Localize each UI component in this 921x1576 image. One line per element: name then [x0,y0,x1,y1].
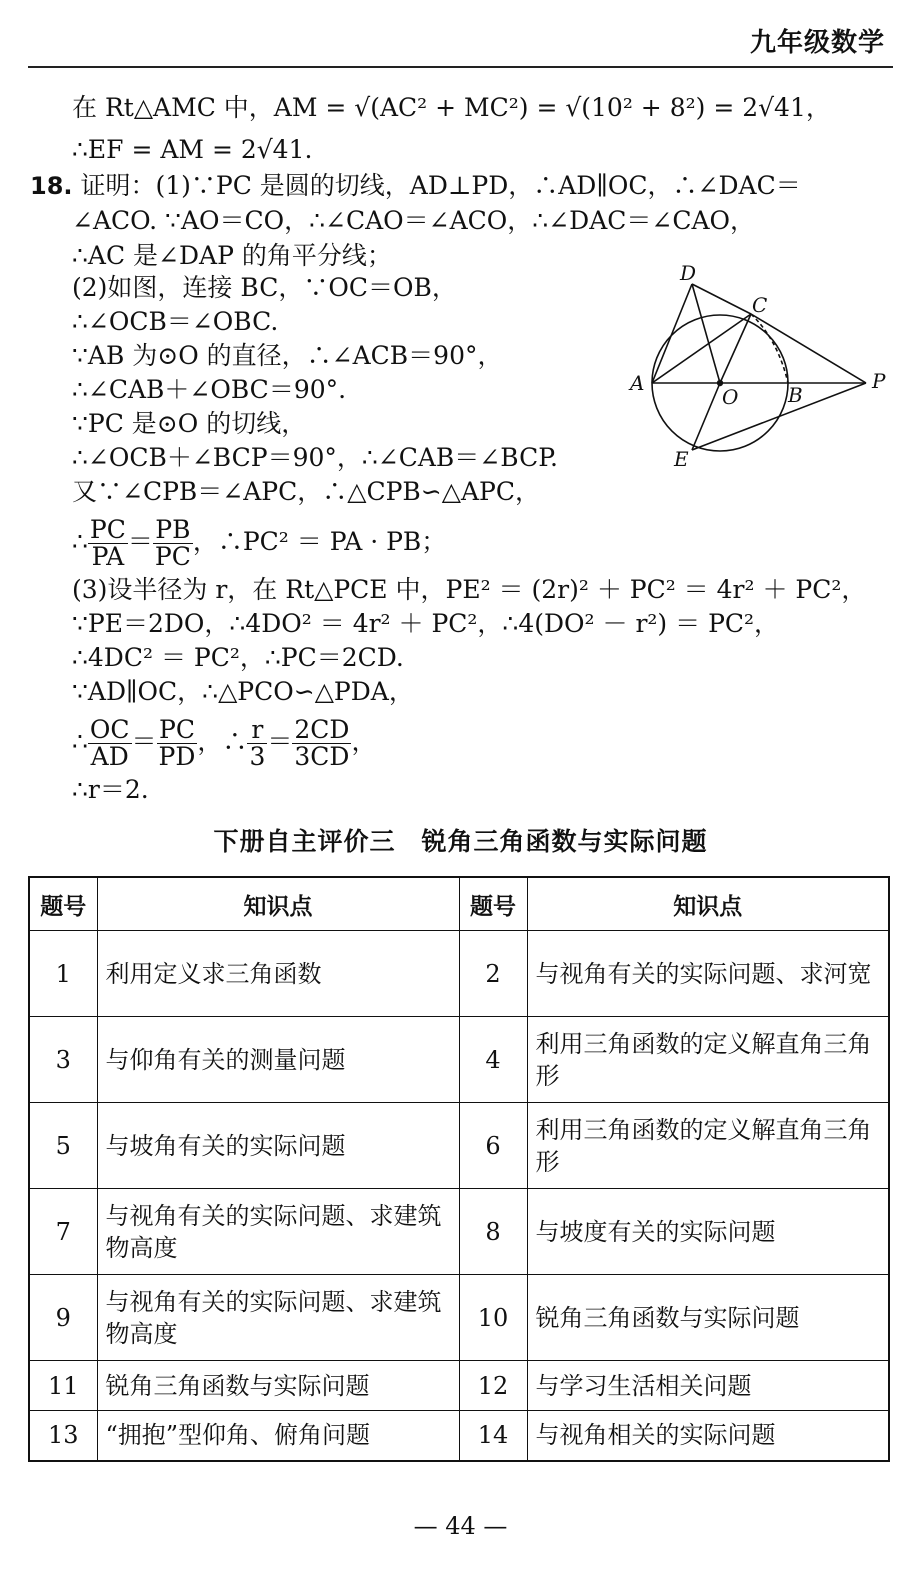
solution-line-2: ∴EF = AM = 2√41. [72,135,313,164]
table-row [29,1103,889,1189]
header-title: 九年级数学 [749,28,885,58]
line-ep [692,383,866,450]
solution-line-10: ∵PC 是⊙O 的切线， [72,409,307,438]
knowledge-point: 与视角有关的实际问题、求建筑物高度 [97,1189,459,1275]
fraction: $\frac{2CD}{3CD}$ [294,715,350,771]
knowledge-point: 利用三角函数的定义解直角三角形 [527,1103,889,1189]
solution-line-9: ∴∠CAB＋∠OBC＝90°. [72,375,347,404]
solution-line-13: ∴ $\frac{PC}{PA}$ ＝ $\frac{PB}{PC}$ ，∴PC² ＝ PA · PB； [72,515,447,571]
solution-line-5: ∴AC 是∠DAP 的角平分线； [72,241,392,270]
solution-line-12: 又∵∠CPB＝∠APC，∴△CPB∽△APC， [72,477,540,506]
label-b: B [788,383,803,407]
knowledge-point: 利用定义求三角函数 [97,931,459,1017]
solution-line-16: ∴4DC² ＝ PC²，∴PC＝2CD. [72,643,404,672]
header-divider [28,66,893,68]
question-number: 7 [29,1189,97,1275]
question-number: 3 [29,1017,97,1103]
solution-text-3: 证明：(1)∵PC 是圆的切线，AD⊥PD，∴AD∥OC，∴∠DAC＝ [80,171,801,200]
table-row [29,931,889,1017]
solution-line-11: ∴∠OCB＋∠BCP＝90°，∴∠CAB＝∠BCP. [72,443,558,472]
header-knowledge-point: 知识点 [97,877,459,931]
solution-line-6: (2)如图，连接 BC，∵OC＝OB， [72,273,457,302]
fraction: $\frac{r}{3}$ [249,715,266,771]
question-number: 12 [459,1361,527,1411]
question-number: 10 [459,1275,527,1361]
table-header-row [29,877,889,931]
geometry-figure [626,262,896,474]
table-row [29,1275,889,1361]
table-row [29,1017,889,1103]
question-number: 9 [29,1275,97,1361]
label-p: P [872,369,886,393]
question-number: 11 [29,1361,97,1411]
fraction: $\frac{PB}{PC}$ [154,515,191,571]
question-number: 13 [29,1411,97,1461]
question-number: 14 [459,1411,527,1461]
label-a: A [630,371,645,395]
knowledge-point: 锐角三角函数与实际问题 [97,1361,459,1411]
question-number: 2 [459,931,527,1017]
question-number: 5 [29,1103,97,1189]
line-oe [692,383,720,450]
knowledge-point: 与仰角有关的测量问题 [97,1017,459,1103]
knowledge-point: “拥抱”型仰角、俯角问题 [97,1411,459,1461]
solution-line-15: ∵PE＝2DO，∴4DO² ＝ 4r² ＋ PC²，∴4(DO² － r²) ＝ PC²， [72,609,780,638]
table-row [29,1411,889,1461]
solution-line-17: ∵AD∥OC，∴△PCO∽△PDA， [72,677,414,706]
knowledge-point: 锐角三角函数与实际问题 [527,1275,889,1361]
question-number: 8 [459,1189,527,1275]
label-e: E [674,447,689,471]
line-cp [751,314,866,383]
knowledge-table [28,876,890,1462]
solution-line-4: ∠ACO. ∵AO＝CO，∴∠CAO＝∠ACO，∴∠DAC＝∠CAO， [72,206,755,235]
header-knowledge-point: 知识点 [527,877,889,931]
label-o: O [722,385,739,409]
header-question-number: 题号 [29,877,97,931]
knowledge-point: 与视角有关的实际问题、求河宽 [527,931,889,1017]
fraction: $\frac{OC}{AD}$ [89,715,130,771]
solution-line-8: ∵AB 为⊙O 的直径，∴∠ACB＝90°， [72,341,503,370]
solution-line-7: ∴∠OCB＝∠OBC. [72,307,279,336]
knowledge-point: 利用三角函数的定义解直角三角形 [527,1017,889,1103]
solution-line-1: 在 Rt△AMC 中，AM = √(AC² + MC²) = √(10² + 8²) = 2√41， [72,93,831,122]
fraction: $\frac{PC}{PA}$ [89,515,126,571]
fraction: $\frac{PC}{PD}$ [158,715,196,771]
line-do [692,284,720,383]
label-c: C [752,293,768,317]
solution-line-18: ∴ $\frac{OC}{AD}$ ＝ $\frac{PC}{PD}$ ，∴ $\frac{r}{3}$ ＝ $\frac{2CD}{3CD}$ ， [72,715,377,771]
header-question-number: 题号 [459,877,527,931]
line-dc [692,284,751,314]
knowledge-point: 与坡角有关的实际问题 [97,1103,459,1189]
knowledge-point: 与学习生活相关问题 [527,1361,889,1411]
label-d: D [680,262,697,285]
knowledge-point: 与坡度有关的实际问题 [527,1189,889,1275]
question-number: 4 [459,1017,527,1103]
solution-line-3 [30,170,801,202]
table-row [29,1361,889,1411]
problem-number: 18. [30,172,73,200]
solution-line-19: ∴r＝2. [72,775,149,804]
knowledge-point: 与视角有关的实际问题、求建筑物高度 [97,1275,459,1361]
page-number: — 44 — [413,1512,508,1540]
question-number: 1 [29,931,97,1017]
knowledge-point: 与视角相关的实际问题 [527,1411,889,1461]
question-number: 6 [459,1103,527,1189]
section-title: 下册自主评价三 锐角三角函数与实际问题 [213,827,708,856]
table-row [29,1189,889,1275]
solution-line-14: (3)设半径为 r，在 Rt△PCE 中，PE² ＝ (2r)² ＋ PC² ＝ 4r² ＋ PC²， [72,575,867,604]
